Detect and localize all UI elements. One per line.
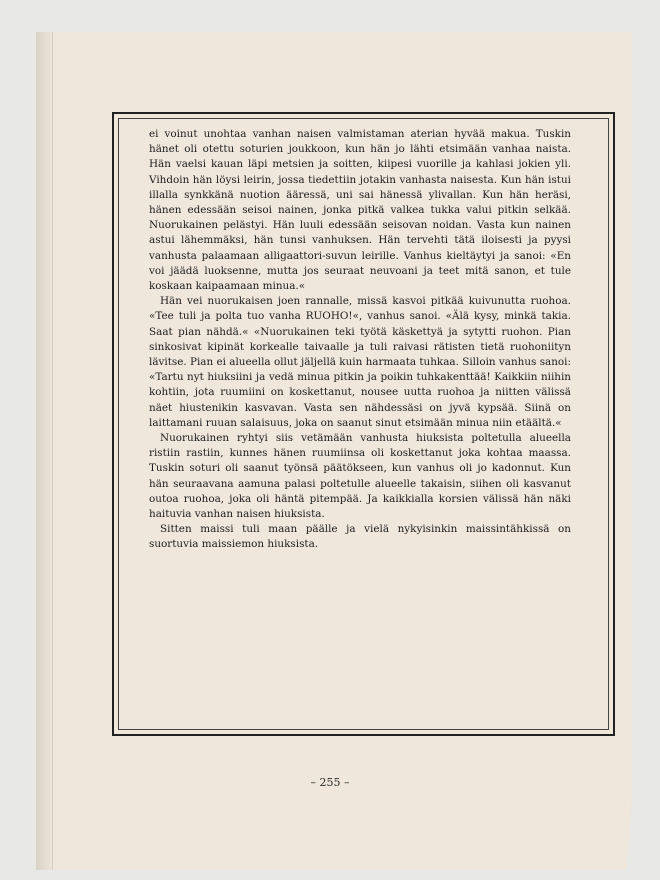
paragraph-4: Sitten maissi tuli maan päälle ja vielä nykyisinkin maissintähkissä on suortuvia maissiemon hiuksista. [149,523,571,551]
page-binding-edge [36,32,53,870]
paragraph-2: Hän vei nuorukaisen joen rannalle, missä kasvoi pitkää kuivunutta ruohoa. «Tee tuli ja polta tuo vanha RUOHO!«, vanhus sanoi. «Älä kysy, minkä takia. Saat pian nähdä.« «Nuorukainen teki työtä käskettyä ja sytytti ruohon. Pian sinkosivat kipinät korkealle taivaalle ja tuli raivasi rätisten tietä ruohoniityn lävitse. Pian ei alueella ollut jäljellä kuin harmaata tuhkaa. Silloin vanhus sanoi: «Tartu nyt hiuksiini ja vedä minua pitkin ja poikin tuhkakenttää! Kaikkiin niihin kohtiin, jota ruumiini on koskettanut, nousee uutta ruohoa ja niitten välissä näet hiustenikin kasvavan. Vasta sen nähdessäsi on jyvä kypsää. Siinä on laittamani ruuan salaisuus, joka on saanut sinut etsimään minua niin etäältä.« [149,295,571,429]
paragraph-1: ei voinut unohtaa vanhan naisen valmistaman aterian hyvää makua. Tuskin hänet oli otettu soturien joukkoon, kun hän jo lähti etsimään vanhaa naista. Hän vaelsi kauan läpi metsien ja soitten, kiipesi vuorille ja kahlasi jokien yli. Vihdoin hän löysi leirin, jossa tiedettiin jotakin vanhasta naisesta. Kun hän istui illalla synkkänä nuotion ääressä, uni sai hänessä ylivallan. Kun hän heräsi, hänen edessään seisoi nainen, jonka pitkä valkea tukka valui pitkin selkää. Nuorukainen pelästyi. Hän luuli edessään seisovan noidan. Vasta kun nainen astui lähemmäksi, hän tunsi vanhuksen. Hän tervehti tätä iloisesti ja pyysi vanhusta palaamaan alligaattori-suvun leirille. Vanhus kieltäytyi ja sanoi: «En voi jäädä luoksenne, mutta jos seuraat neuvoani ja teet mitä sanon, et tule koskaan kaipaamaan minua.« [149,128,571,293]
body-text [149,127,571,553]
paragraph-3: Nuorukainen ryhtyi siis vetämään vanhusta hiuksista poltetulla alueella ristiin rastiin, kunnes hänen ruumiinsa oli koskettanut joka kohtaa maassa. Tuskin soturi oli saanut työnsä päätökseen, kun vanhus oli jo kadonnut. Kun hän seuraavana aamuna palasi poltetulle alueelle takaisin, siihen oli kasvanut outoa ruohoa, joka oli häntä pitempää. Ja kaikkialla korsien välissä hän näki haituvia vanhan naisen hiuksista. [149,432,571,521]
page-number: – 255 – [310,776,350,789]
